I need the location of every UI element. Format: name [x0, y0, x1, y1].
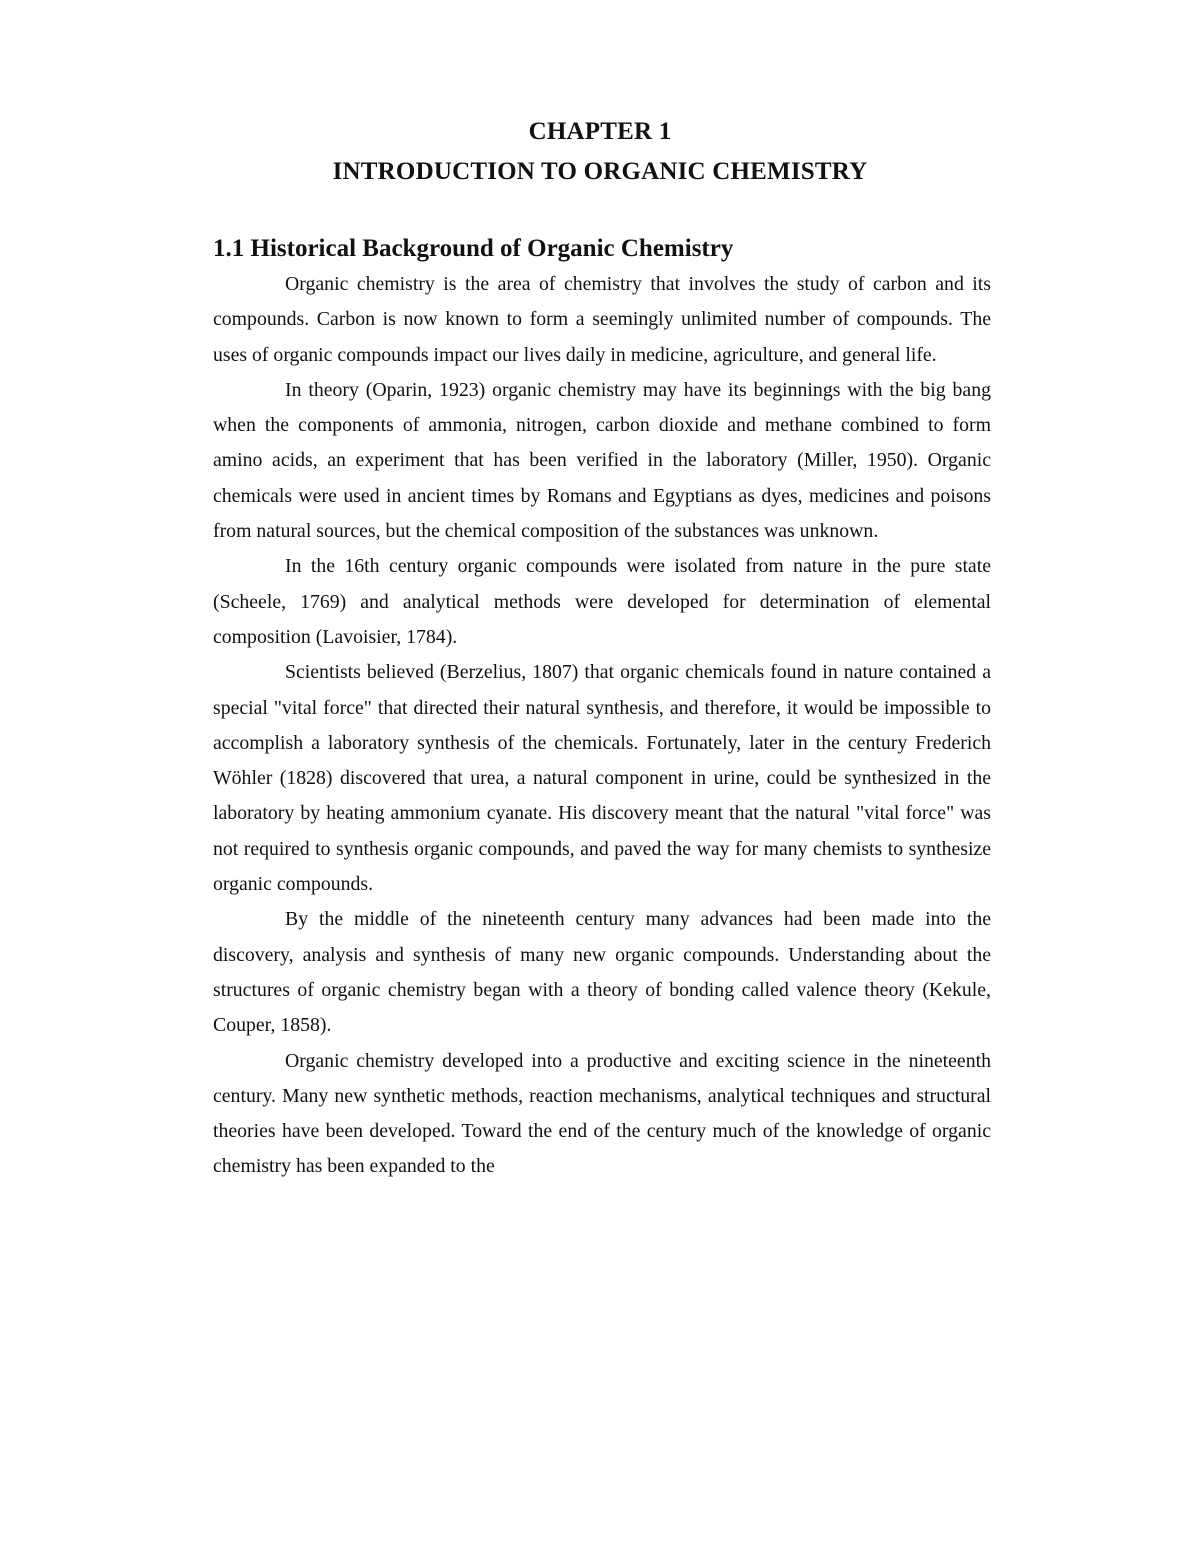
section-heading: 1.1 Historical Background of Organic Chemistry — [213, 235, 734, 262]
chapter-number: CHAPTER 1 — [528, 118, 672, 145]
paragraph: In theory (Oparin, 1923) organic chemistry may have its beginnings with the big bang when the components of ammonia, nitrogen, carbon dioxide and methane combined to form amino acids, an experiment that has been verified in the laboratory (Miller, 1950). Organic chemicals were used in ancient times by Romans and Egyptians as dyes, medicines and poisons from natural sources, but the chemical composition of the substances was unknown. — [213, 378, 991, 543]
paragraph: By the middle of the nineteenth century many advances had been made into the discovery, analysis and synthesis of many new organic compounds. Understanding about the structures of organic chemistry began with a theory of bonding called valence theory (Kekule, Couper, 1858). — [213, 908, 991, 1037]
paragraph: Organic chemistry is the area of chemistry that involves the study of carbon and its compounds. Carbon is now known to form a seemingly unlimited number of compounds. The uses of organic compounds impact our lives daily in medicine, agriculture, and general life. — [213, 273, 991, 366]
section-body — [213, 267, 991, 1185]
paragraph: In the 16th century organic compounds were isolated from nature in the pure state (Scheele, 1769) and analytical methods were developed for determination of elemental composition (Lavoisier, 1784). — [213, 555, 991, 648]
paragraph: Organic chemistry developed into a productive and exciting science in the nineteenth century. Many new synthetic methods, reaction mechanisms, analytical techniques and structural theories have been developed. Toward the end of the century much of the knowledge of organic chemistry has been expanded to the — [213, 1049, 991, 1178]
chapter-title: INTRODUCTION TO ORGANIC CHEMISTRY — [332, 158, 868, 185]
paragraph: Scientists believed (Berzelius, 1807) that organic chemicals found in nature contained a special "vital force" that directed their natural synthesis, and therefore, it would be impossible to accomplish a laboratory synthesis of the chemicals. Fortunately, later in the century Frederich Wöhler (1828) discovered that urea, a natural component in urine, could be synthesized in the laboratory by heating ammonium cyanate. His discovery meant that the natural "vital force" was not required to synthesis organic compounds, and paved the way for many chemists to synthesize organic compounds. — [213, 661, 991, 896]
